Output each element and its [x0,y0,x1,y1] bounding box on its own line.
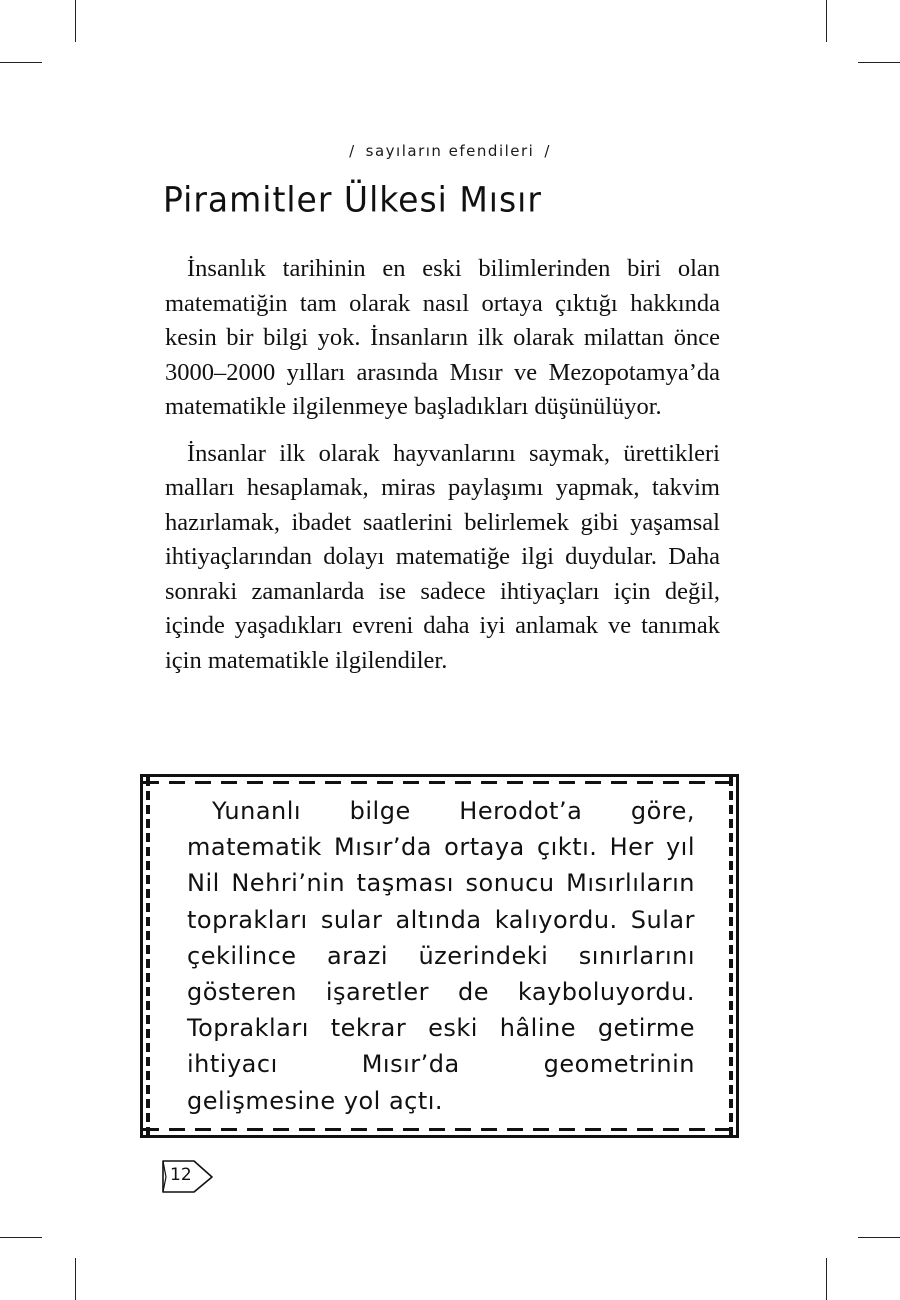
page-number-marker [160,1157,214,1197]
crop-mark-right-top [858,62,900,63]
running-head-right-mark: / [544,142,551,160]
body-paragraph-2: İnsanlar ilk olarak hayvanlarını saymak, ürettikleri malları hesaplamak, miras paylaşımı yapmak, takvim hazırlamak, ibadet saatlerini belirlemek gibi yaşamsal ihtiyaçlarından dolayı matematiğe ilgi duydular. Daha sonraki zamanlarda ise sadece ihtiyaçları için değil, içinde yaşadıkları evreni daha iyi anlamak ve tanımak için matematikle ilgilendiler. [165,439,720,674]
running-head [0,142,900,160]
running-head-left-mark: / [349,142,356,160]
crop-mark-bottom-left [75,1258,76,1300]
body-paragraph-1: İnsanlık tarihinin en eski bilimlerinden biri olan matematiğin tam olarak nasıl ortaya çıktığı hakkında kesin bir bilgi yok. İnsanların ilk olarak milattan önce 3000–2000 yılları arasında Mısır ve Mezopotamya’da matematikle ilgilenmeye başladıkları düşünülüyor. [165,255,720,420]
crop-mark-left-top [0,62,42,63]
box-border-dashes-left [146,777,150,1135]
box-border-dashes-right [729,777,733,1135]
page-number: 12 [170,1165,192,1185]
crop-mark-right-bottom [858,1237,900,1238]
crop-mark-top-right [826,0,827,42]
box-border-dashes-top [143,781,736,784]
boxed-note-text: Yunanlı bilge Herodot’a göre, matematik Mısır’da ortaya çıktı. Her yıl Nil Nehri’nin taşması sonucu Mısırlıların toprakları sular altında kalıyordu. Sular çekilince arazi üzerindeki sınırlarını gösteren işaretler de kayboluyordu. Toprakları tekrar eski hâline getirme ihtiyacı Mısır’da geometrinin gelişmesine yol açtı. [187,797,695,1115]
crop-mark-left-bottom [0,1237,42,1238]
box-border-dashes-bottom [143,1128,736,1131]
crop-mark-bottom-right [826,1258,827,1300]
body-text [165,252,720,690]
boxed-note [140,774,739,1138]
chapter-title: Piramitler Ülkesi Mısır [163,179,542,220]
crop-mark-top-left [75,0,76,42]
running-head-text: sayıların efendileri [365,142,535,160]
